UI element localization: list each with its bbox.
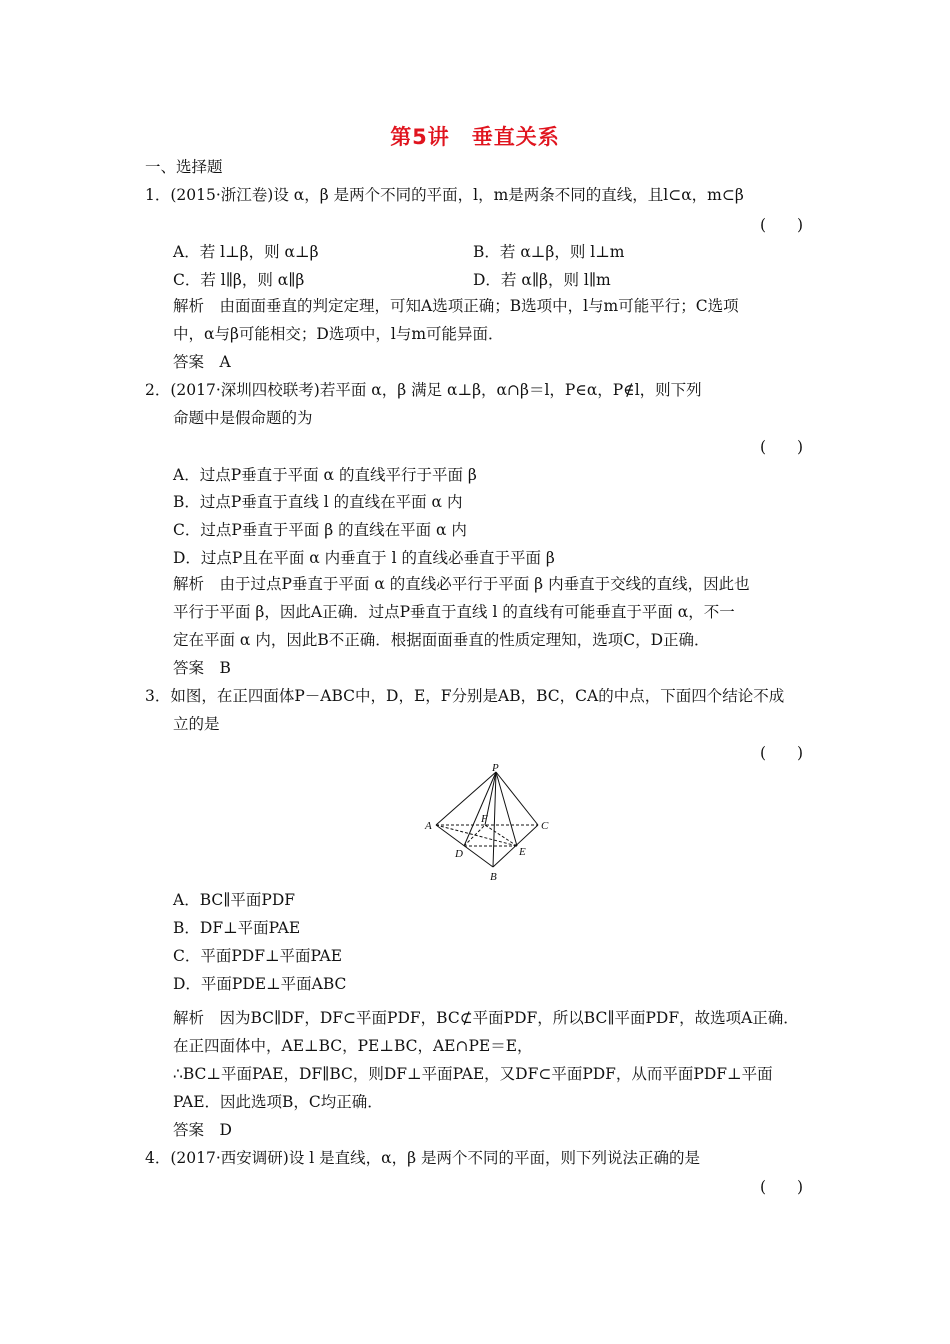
page-title: 第5讲 垂直关系 [390, 125, 560, 149]
q2-option-d: D．过点P且在平面 α 内垂直于 l 的直线必垂直于平面 β [173, 549, 555, 567]
tetrahedron-figure [420, 762, 560, 882]
vertex-label-f: F [481, 813, 488, 825]
q2-answer: 答案 B [173, 659, 231, 677]
q2-explanation-line1: 解析 由于过点P垂直于平面 α 的直线必平行于平面 β 内垂直于交线的直线，因此也 [173, 575, 750, 593]
q3-answer: 答案 D [173, 1121, 232, 1139]
q3-option-c: C．平面PDF⊥平面PAE [173, 947, 343, 965]
q1-explanation-line2: 中，α与β可能相交；D选项中，l与m可能异面． [173, 325, 504, 343]
q3-option-a: A．BC∥平面PDF [173, 891, 296, 909]
q2-stem-line2: 命题中是假命题的为 [173, 409, 313, 427]
q2-option-a: A．过点P垂直于平面 α 的直线平行于平面 β [173, 466, 477, 484]
vertex-label-d: D [455, 848, 463, 860]
q4-answer-blank: ( ) [760, 1178, 804, 1196]
q3-explanation-line2: 在正四面体中，AE⊥BC，PE⊥BC，AE∩PE＝E， [173, 1037, 533, 1055]
q1-option-c: C．若 l∥β，则 α∥β [173, 271, 305, 289]
q2-stem-line1: 2．(2017·深圳四校联考)若平面 α，β 满足 α⊥β，α∩β＝l，P∈α，P∉l，则下列 [145, 381, 702, 399]
vertex-label-a: A [425, 820, 432, 832]
vertex-label-c: C [541, 820, 549, 832]
q3-answer-blank: ( ) [760, 744, 804, 762]
q1-option-d: D．若 α∥β，则 l∥m [473, 271, 611, 289]
q1-stem: 1．(2015·浙江卷)设 α，β 是两个不同的平面，l，m是两条不同的直线，且l⊂α，m⊂β [145, 186, 744, 204]
q2-explanation-line2: 平行于平面 β，因此A正确．过点P垂直于直线 l 的直线有可能垂直于平面 α，不一 [173, 603, 735, 621]
q3-option-b: B．DF⊥平面PAE [173, 919, 301, 937]
q3-stem-line1: 3．如图，在正四面体P－ABC中，D，E，F分别是AB，BC，CA的中点，下面四个结论不成 [145, 687, 785, 705]
q4-stem: 4．(2017·西安调研)设 l 是直线，α，β 是两个不同的平面，则下列说法正确的是 [145, 1149, 700, 1167]
q3-explanation-line3: ∴BC⊥平面PAE，DF∥BC，则DF⊥平面PAE，又DF⊂平面PDF，从而平面PDF⊥平面 [173, 1065, 773, 1083]
q2-option-b: B．过点P垂直于直线 l 的直线在平面 α 内 [173, 493, 463, 511]
q2-explanation-line3: 定在平面 α 内，因此B不正确．根据面面垂直的性质定理知，选项C，D正确． [173, 631, 710, 649]
q3-explanation-line1: 解析 因为BC∥DF，DF⊂平面PDF，BC⊄平面PDF，所以BC∥平面PDF，故选项A正确． [173, 1009, 799, 1027]
q2-answer-blank: ( ) [760, 438, 804, 456]
q3-option-d: D．平面PDE⊥平面ABC [173, 975, 347, 993]
q1-explanation-line1: 解析 由面面垂直的判定定理，可知A选项正确；B选项中，l与m可能平行；C选项 [173, 297, 739, 315]
q1-answer-blank: ( ) [760, 216, 804, 234]
q3-stem-line2: 立的是 [173, 715, 220, 733]
vertex-label-e: E [519, 846, 526, 858]
vertex-label-p: P [492, 762, 499, 774]
q3-explanation-line4: PAE．因此选项B，C均正确． [173, 1093, 383, 1111]
vertex-label-b: B [490, 871, 497, 882]
section-heading: 一、选择题 [145, 158, 223, 176]
q1-answer: 答案 A [173, 353, 231, 371]
q1-option-b: B．若 α⊥β，则 l⊥m [473, 243, 625, 261]
q1-option-a: A．若 l⊥β，则 α⊥β [173, 243, 319, 261]
q2-option-c: C．过点P垂直于平面 β 的直线在平面 α 内 [173, 521, 467, 539]
